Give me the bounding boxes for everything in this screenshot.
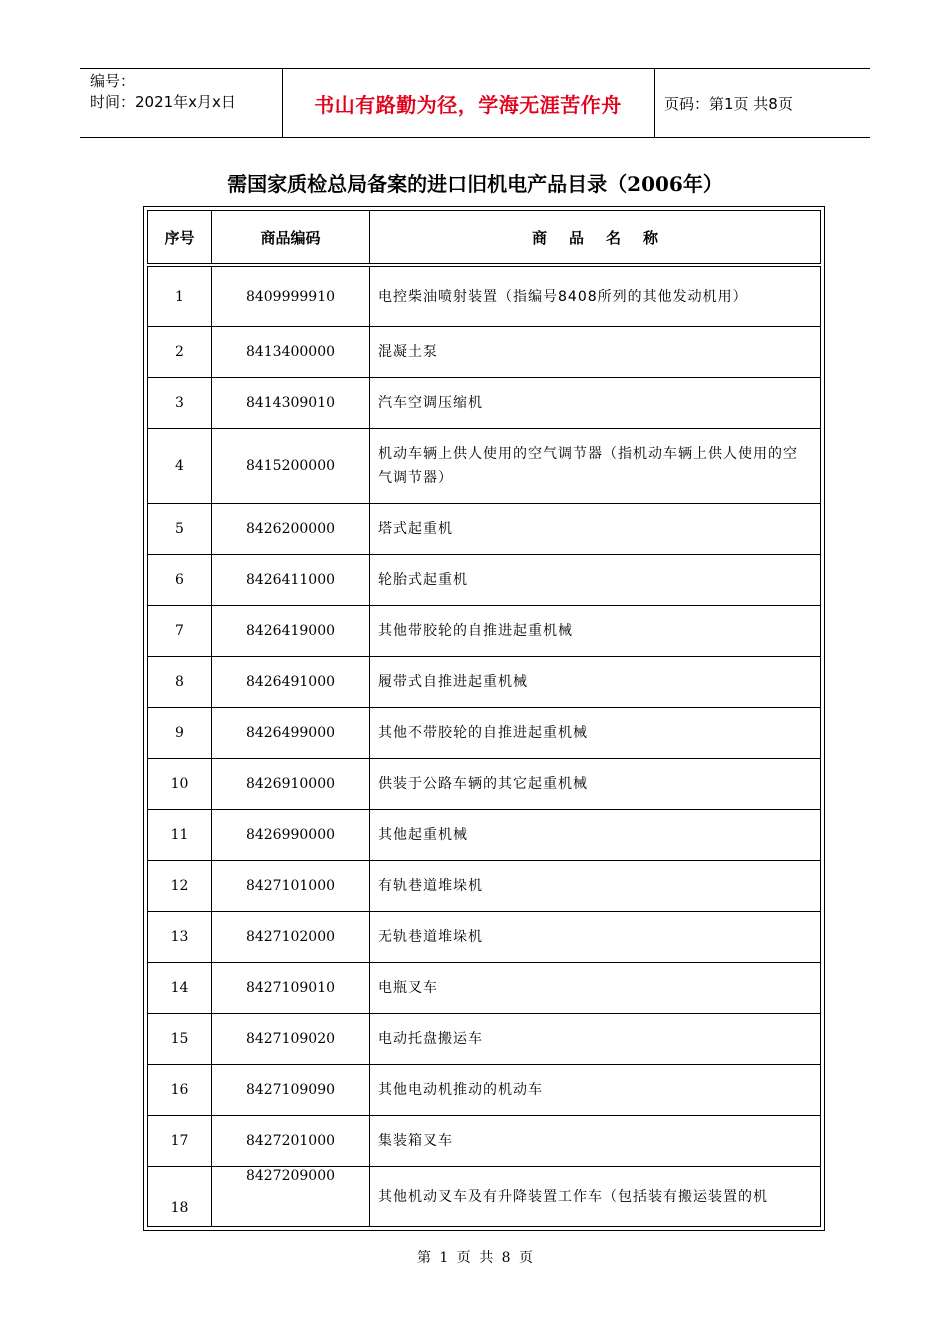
row-code: 8427101000: [212, 861, 370, 912]
header-divider-right: [654, 69, 655, 137]
table-row: [148, 606, 821, 657]
row-code: 8426491000: [212, 657, 370, 708]
row-index: 7: [148, 606, 212, 657]
row-index: 8: [148, 657, 212, 708]
row-code: 8426411000: [212, 555, 370, 606]
row-index: 14: [148, 963, 212, 1014]
product-table-frame: [143, 206, 825, 1231]
row-name: 供装于公路车辆的其它起重机械: [370, 759, 821, 810]
row-name: 其他机动叉车及有升降装置工作车（包括装有搬运装置的机: [370, 1167, 821, 1227]
row-code: 8409999910: [212, 267, 370, 327]
header-name: [370, 211, 821, 264]
table-row: [148, 657, 821, 708]
row-name: 汽车空调压缩机: [370, 378, 821, 429]
row-code: 8426200000: [212, 504, 370, 555]
table-row: [148, 267, 821, 327]
page-footer: 第 1 页 共 8 页: [416, 1250, 534, 1266]
header-page-info: 页码：第1页 共8页: [664, 94, 793, 113]
table-body: [148, 267, 821, 1227]
row-index: 4: [148, 429, 212, 504]
row-index: 11: [148, 810, 212, 861]
document-number-label: 编号：: [90, 72, 136, 90]
row-index: 3: [148, 378, 212, 429]
row-index: 2: [148, 327, 212, 378]
table-row: [148, 1116, 821, 1167]
header-index: 序号: [148, 211, 212, 264]
header-name-label: 商品名称: [531, 228, 680, 247]
row-name: 轮胎式起重机: [370, 555, 821, 606]
table-row: [148, 861, 821, 912]
row-code: 8426499000: [212, 708, 370, 759]
table-header-row: [148, 211, 821, 264]
document-title: 需国家质检总局备案的进口旧机电产品目录（2006年）: [227, 172, 723, 196]
row-code: 8426990000: [212, 810, 370, 861]
row-code: 8427209000: [212, 1167, 370, 1227]
table-row: [148, 327, 821, 378]
table-row: [148, 504, 821, 555]
product-table: [147, 210, 821, 1227]
table-row: [148, 378, 821, 429]
row-index: 1: [148, 267, 212, 327]
row-code: 8427102000: [212, 912, 370, 963]
row-name: 机动车辆上供人使用的空气调节器（指机动车辆上供人使用的空气调节器）: [370, 429, 821, 504]
row-code: 8427201000: [212, 1116, 370, 1167]
row-name: 电瓶叉车: [370, 963, 821, 1014]
table-row: [148, 810, 821, 861]
row-code: 8415200000: [212, 429, 370, 504]
row-name: 集装箱叉车: [370, 1116, 821, 1167]
row-code: 8427109090: [212, 1065, 370, 1116]
table-row: [148, 708, 821, 759]
row-name: 无轨巷道堆垛机: [370, 912, 821, 963]
page-header: [80, 68, 870, 138]
row-name: 混凝土泵: [370, 327, 821, 378]
row-index: 12: [148, 861, 212, 912]
row-code: 8427109020: [212, 1014, 370, 1065]
row-name: 其他起重机械: [370, 810, 821, 861]
table-row: [148, 555, 821, 606]
table-row: [148, 963, 821, 1014]
row-code: 8426910000: [212, 759, 370, 810]
row-code: 8414309010: [212, 378, 370, 429]
header-motto: 书山有路勤为径，学海无涯苦作舟: [314, 92, 622, 117]
table-row: [148, 1014, 821, 1065]
row-index: 18: [148, 1167, 212, 1227]
row-code: 8427109010: [212, 963, 370, 1014]
row-name: 履带式自推进起重机械: [370, 657, 821, 708]
document-time-label: 时间：2021年x月x日: [90, 93, 236, 111]
table-row: [148, 759, 821, 810]
row-index: 10: [148, 759, 212, 810]
row-name: 其他不带胶轮的自推进起重机械: [370, 708, 821, 759]
row-index: 6: [148, 555, 212, 606]
table-row: [148, 1167, 821, 1227]
row-name: 电动托盘搬运车: [370, 1014, 821, 1065]
row-name: 有轨巷道堆垛机: [370, 861, 821, 912]
row-name: 其他带胶轮的自推进起重机械: [370, 606, 821, 657]
row-code: 8426419000: [212, 606, 370, 657]
header-meta: [90, 71, 280, 113]
row-name: 其他电动机推动的机动车: [370, 1065, 821, 1116]
row-name: 电控柴油喷射装置（指编号8408所列的其他发动机用）: [370, 267, 821, 327]
header-code: 商品编码: [212, 211, 370, 264]
row-name: 塔式起重机: [370, 504, 821, 555]
row-index: 5: [148, 504, 212, 555]
row-index: 9: [148, 708, 212, 759]
table-row: [148, 1065, 821, 1116]
row-code: 8413400000: [212, 327, 370, 378]
row-index: 15: [148, 1014, 212, 1065]
row-index: 16: [148, 1065, 212, 1116]
table-row: [148, 912, 821, 963]
table-row: [148, 429, 821, 504]
row-index: 17: [148, 1116, 212, 1167]
row-index: 13: [148, 912, 212, 963]
